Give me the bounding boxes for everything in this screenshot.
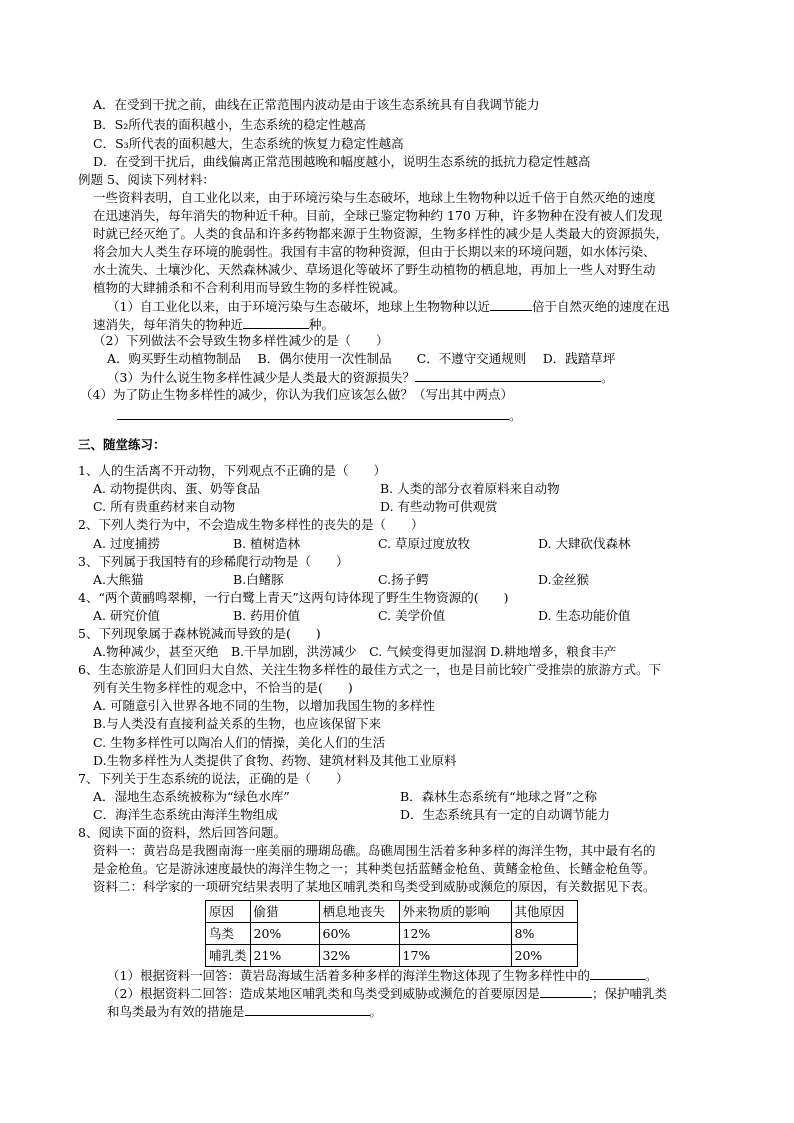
question-8-2-line-1	[107, 984, 667, 1003]
text-line: A. 动物提供肉、蛋、奶等食品	[93, 481, 260, 496]
text-line: C.扬子鳄	[378, 572, 429, 587]
text-line: D．在受到干扰后，曲线偏离正常范围越晚和幅度越小，说明生态系统的抵抗力稳定性越高	[93, 154, 591, 169]
table-header-cell: 外来物质的影响	[399, 901, 511, 923]
text-line: A．购买野生动植物制品 B．偶尔使用一次性制品 C．不遵守交通规则 D．践踏草坪	[107, 351, 616, 366]
question-3	[107, 368, 613, 387]
question-8-2-line-2	[107, 1002, 382, 1021]
text-line: 将会加大人类生存环境的脆弱性。我国有丰富的物种资源，但由于长期以来的环境问题，如水体污染、	[93, 244, 656, 259]
text-line: C. 美学价值	[378, 608, 446, 623]
text-line: 资料一：黄岩岛是我圈南海一座美丽的珊瑚岛礁。岛礁周围生活着多种多样的海洋生物，其中最有名的	[93, 843, 656, 858]
text-line: 时就已经灭绝了。人类的食品和许多药物都来源于生物资源，生物多样性的减少是人类最大的资源损失，	[93, 226, 669, 241]
question-text: （4）为了防止生物多样性的减少，你认为我们应该怎么做？（写出其中两点）	[80, 387, 513, 402]
text-line: 3、下列属于我国特有的珍稀爬行动物是（ ）	[78, 554, 349, 569]
text-line: C. 草原过度放牧	[378, 536, 471, 551]
text-line: 6、生态旅游是人们回归大自然、关注生物多样性的最佳方式之一，也是目前比较广受推崇的旅游方式。下	[78, 662, 661, 677]
text-line: B. 植树造林	[233, 536, 301, 551]
question-text: 种。	[309, 317, 335, 332]
text-line: D. 大肆砍伐森林	[538, 536, 631, 551]
table-cell: 8%	[511, 923, 577, 945]
text-line: D. 有些动物可供观赏	[380, 499, 498, 514]
table-row	[206, 923, 578, 945]
text-line: D. 生态功能价值	[538, 608, 631, 623]
table-header-cell: 原因	[206, 901, 251, 923]
text-line: A.物种减少，甚至灭绝 B.干旱加剧，洪涝减少 C. 气候变得更加湿润 D.耕地增多，粮食丰产	[93, 644, 617, 659]
question-text: 。	[644, 968, 658, 983]
table-cell: 20%	[250, 923, 319, 945]
question-text: 。	[600, 370, 614, 385]
text-line: C. 生物多样性可以陶冶人们的情操，美化人们的生活	[93, 735, 386, 750]
text-line: 在迅速消失，每年消失的物种近千种。目前，全球已鉴定物种约 170 万种，许多物种在没有被人们发现	[93, 208, 663, 223]
table-cell: 60%	[319, 923, 399, 945]
question-text: 。	[509, 408, 522, 423]
text-line: A．在受到干扰之前，曲线在正常范围内波动是由于该生态系统具有自我调节能力	[93, 97, 540, 112]
text-line: A. 研究价值	[93, 608, 160, 623]
table-header-row	[206, 901, 578, 923]
answer-blank[interactable]	[245, 1002, 370, 1016]
table-cell: 鸟类	[206, 923, 251, 945]
question-text: ；保护哺乳类	[591, 986, 667, 1001]
text-line: 水土流失、土壤沙化、天然森林减少、草场退化等破坏了野生动植物的栖息地，再加上一些人对野生动	[93, 262, 656, 277]
table-header-cell: 其他原因	[511, 901, 577, 923]
text-line: D.生物多样性为人类提供了食物、药物、建筑材料及其他工业原料	[93, 753, 457, 768]
text-line: B. 药用价值	[233, 608, 301, 623]
text-line: B.白鳍豚	[233, 572, 284, 587]
question-text: （1）根据资料一回答：黄岩岛海域生活着多种多样的海洋生物这体现了生物多样性中的	[107, 968, 590, 983]
text-line: B. 人类的部分衣着原料来自动物	[380, 481, 560, 496]
text-line: 7、下列关于生态系统的说法，正确的是（ ）	[78, 771, 349, 786]
text-line: 8、阅读下面的资料，然后回答问题。	[78, 825, 286, 840]
text-line: A. 可随意引入世界各地不同的生物，以增加我国生物的多样性	[93, 698, 435, 713]
question-4	[80, 386, 513, 404]
text-line: 一些资料表明，自工业化以来，由于环境污染与生态破坏，地球上生物物种以近千倍于自然灭绝的速度	[93, 190, 656, 205]
text-line: A. 过度捕捞	[93, 536, 160, 551]
table-cell: 12%	[399, 923, 511, 945]
text-line: 5、下列现象属于森林锐减而导致的是( )	[78, 626, 321, 641]
text-line: A.大熊猫	[93, 572, 144, 587]
question-1-line-2	[93, 315, 334, 334]
table-cell: 20%	[511, 945, 577, 967]
table-row	[206, 945, 578, 967]
question-1-line-1	[107, 297, 669, 316]
question-8-1	[107, 966, 657, 985]
text-line: C. 所有贵重药材来自动物	[93, 499, 236, 514]
answer-blank[interactable]	[590, 966, 645, 980]
text-line: 2、下列人类行为中，不会造成生物多样性的丧失的是（ ）	[78, 517, 424, 532]
text-line: 例题 5、阅读下列材料：	[78, 172, 215, 187]
answer-blank[interactable]	[490, 297, 532, 311]
text-line: B.与人类没有直接利益关系的生物，也应该保留下来	[93, 716, 382, 731]
question-4-answer	[117, 406, 522, 425]
question-text: 倍于自然灭绝的速度在迅	[531, 299, 670, 314]
question-text: 速消失，每年消失的物种近	[93, 317, 244, 332]
text-line: D.金丝猴	[538, 572, 590, 587]
text-line: 资料二：科学家的一项研究结果表明了某地区哺乳类和鸟类受到威胁或濒危的原因，有关数据见下表。	[93, 879, 656, 894]
answer-blank[interactable]	[117, 406, 509, 420]
text-line: 植物的大肆捕杀和不合利利用而导致生物的多样性锐减。	[93, 280, 406, 295]
text-line: B．S₂所代表的面积越小，生态系统的稳定性越高	[93, 117, 366, 132]
answer-blank[interactable]	[540, 984, 592, 998]
answer-blank[interactable]	[243, 315, 309, 329]
text-line: B．森林生态系统有“地球之肾”之称	[400, 789, 597, 804]
text-line: D．生态系统具有一定的自动调节能力	[400, 807, 611, 822]
table-cell: 哺乳类	[206, 945, 251, 967]
question-text: （1）自工业化以来，由于环境污染与生态破坏，地球上生物物种以近	[107, 299, 490, 314]
answer-blank[interactable]	[415, 368, 601, 382]
text-line: 是金枪鱼。它是游泳速度最快的海洋生物之一；其种类包括蓝鳍金枪鱼、黄鳍金枪鱼、长鳍金枪鱼等。	[93, 861, 656, 876]
text-line: C．海洋生态系统由海洋生物组成	[93, 807, 278, 822]
text-line: （2）下列做法不会导致生物多样性减少的是（ ）	[93, 333, 389, 348]
table-header-cell: 栖息地丧失	[319, 901, 399, 923]
text-line: C．S₃所代表的面积越大，生态系统的恢复力稳定性越高	[93, 136, 404, 151]
data-table	[205, 900, 578, 967]
text-line: A．湿地生态系统被称为“绿色水库”	[93, 789, 290, 804]
question-text: 。	[369, 1004, 383, 1019]
section-heading: 三、随堂练习：	[78, 437, 166, 452]
question-text: 和鸟类最为有效的措施是	[107, 1004, 245, 1019]
question-text: （3）为什么说生物多样性减少是人类最大的资源损失？	[107, 370, 415, 385]
table-header-cell: 偷猎	[250, 901, 319, 923]
table-cell: 21%	[250, 945, 319, 967]
table-cell: 32%	[319, 945, 399, 967]
question-text: （2）根据资料二回答：造成某地区哺乳类和鸟类受到威胁或濒危的首要原因是	[107, 986, 540, 1001]
table-cell: 17%	[399, 945, 511, 967]
text-line: 4、“两个黄鹂鸣翠柳，一行白鹭上青天”这两句诗体现了野生生物资源的( )	[78, 590, 509, 605]
text-line: 列有关生物多样性的观念中，不恰当的是( )	[93, 680, 353, 695]
text-line: 1、人的生活离不开动物，下列观点不正确的是（ ）	[78, 463, 386, 478]
